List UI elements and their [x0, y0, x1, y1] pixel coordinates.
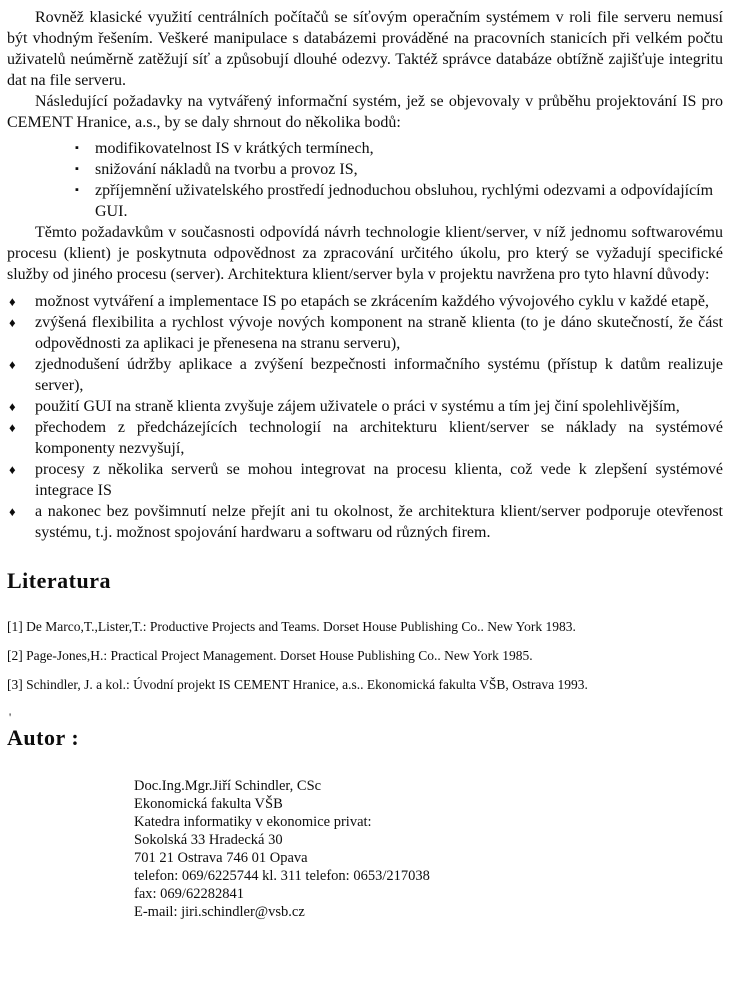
diamond-bullet-icon: ♦ — [9, 504, 16, 519]
diamond-bullet-icon: ♦ — [9, 315, 16, 330]
reference-entry: [3] Schindler, J. a kol.: Úvodní projekt IS CEMENT Hranice, a.s.. Ekonomická fakulta VŠB, Ostrava 1993. — [7, 677, 588, 692]
author-city: 701 21 Ostrava 746 01 Opava — [134, 850, 308, 866]
list-item — [7, 396, 723, 417]
diamond-bullet-icon: ♦ — [9, 399, 16, 414]
author-faculty: Ekonomická fakulta VŠB — [134, 796, 283, 812]
stray-scan-mark: ' — [9, 710, 12, 724]
author-street: Sokolská 33 Hradecká 30 — [134, 832, 283, 848]
author-fax: fax: 069/62282841 — [134, 886, 244, 902]
list-item — [7, 291, 723, 312]
author-email: E-mail: jiri.schindler@vsb.cz — [134, 904, 305, 920]
reference-list — [7, 619, 723, 693]
list-item — [7, 417, 723, 459]
paragraph-requirements-intro: Následující požadavky na vytvářený informační systém, jež se objevovaly v průběhu projektování IS pro CEMENT Hranice, a.s., by se daly shrnout do několika bodů: — [7, 93, 723, 131]
list-item — [69, 180, 723, 222]
diamond-bullet-icon: ♦ — [9, 357, 16, 372]
list-item — [69, 159, 723, 180]
author-name: Doc.Ing.Mgr.Jiří Schindler, CSc — [134, 778, 322, 794]
list-item-text: zvýšená flexibilita a rychlost vývoje nových komponent na straně klienta (to je dáno skutečností, že část odpovědnosti za aplikaci je přenesena na stranu serveru), — [35, 314, 723, 352]
square-bullet-icon: ▪ — [75, 184, 79, 196]
reference-entry: [1] De Marco,T.,Lister,T.: Productive Projects and Teams. Dorset House Publishing Co.. New York 1983. — [7, 619, 576, 634]
diamond-bullet-icon: ♦ — [9, 462, 16, 477]
diamond-bullet-icon: ♦ — [9, 420, 16, 435]
author-department: Katedra informatiky v ekonomice privat: — [134, 814, 372, 830]
list-item — [7, 312, 723, 354]
paragraph-file-server: Rovněž klasické využití centrálních počítačů se síťovým operačním systémem v roli file serveru nemusí být vhodným řešením. Veškeré manipulace s databázemi prováděné na pracovních stanicích při velkém počtu uživatelů neúměrně zatěžují síť a způsobují dlouhé odezvy. Taktéž správce databáze obtížně zajišťuje integritu dat na file serveru. — [7, 9, 723, 89]
reference-entry: [2] Page-Jones,H.: Practical Project Management. Dorset House Publishing Co.. New York 1985. — [7, 648, 533, 663]
list-item — [7, 501, 723, 543]
list-item-text: možnost vytváření a implementace IS po etapách se zkrácením každého vývojového cyklu v každé etapě, — [35, 293, 709, 310]
list-item-text: přechodem z předcházejících technologií na architekturu klient/server se náklady na systémové komponenty nezvyšují, — [35, 419, 723, 457]
diamond-bullet-icon: ♦ — [9, 294, 16, 309]
section-heading-literatura: Literatura — [7, 568, 111, 593]
list-item — [69, 138, 723, 159]
list-item-text: zpříjemnění uživatelského prostředí jednoduchou obsluhou, rychlými odezvami a odpovídajícím GUI. — [95, 182, 714, 220]
list-item-text: a nakonec bez povšimnutí nelze přejít ani tu okolnost, že architektura klient/server podporuje otevřenost systému, t.j. možnost spojování hardwaru a softwaru od různých firem. — [35, 503, 723, 541]
bullet-list-reasons — [7, 291, 723, 543]
author-phone: telefon: 069/6225744 kl. 311 telefon: 0653/217038 — [134, 868, 430, 884]
square-bullet-icon: ▪ — [75, 163, 79, 175]
author-contact-block — [134, 777, 723, 921]
list-item-text: použití GUI na straně klienta zvyšuje zájem uživatele o práci v systému a tím jej činí spolehlivějším, — [35, 398, 680, 415]
list-item — [7, 459, 723, 501]
list-item-text: procesy z několika serverů se mohou integrovat na procesu klienta, což vede k zlepšení systémové integrace IS — [35, 461, 723, 499]
list-item — [7, 354, 723, 396]
list-item-text: snižování nákladů na tvorbu a provoz IS, — [95, 161, 358, 178]
list-item-text: zjednodušení údržby aplikace a zvýšení bezpečnosti informačního systému (přístup k datům realizuje server), — [35, 356, 723, 394]
square-bullet-icon: ▪ — [75, 142, 79, 154]
list-item-text: modifikovatelnost IS v krátkých termínech, — [95, 140, 374, 157]
section-heading-autor: Autor : — [7, 725, 80, 750]
paragraph-client-server: Těmto požadavkům v současnosti odpovídá návrh technologie klient/server, v níž jednomu softwarovému procesu (klient) je poskytnuta odpovědnost za zpracování určitého úkolu, pro který se vyžadují specifické služby od jiného procesu (server). Architektura klient/server byla v projektu navržena pro tyto hlavní důvody: — [7, 224, 723, 283]
bullet-list-requirements — [69, 138, 723, 222]
